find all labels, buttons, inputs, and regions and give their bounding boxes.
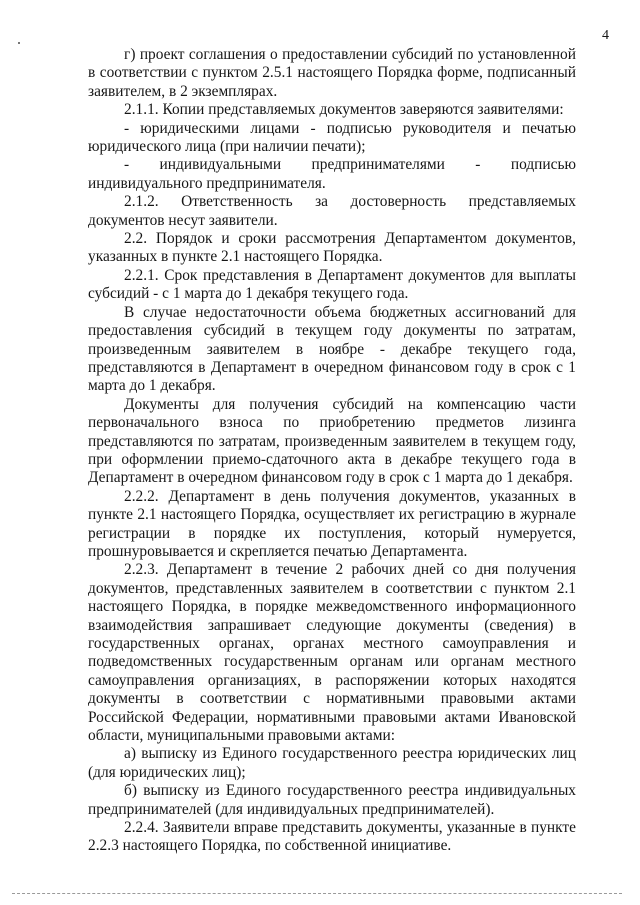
paragraph-legal-entities: - юридическими лицами - подписью руководителя и печатью юридического лица (при наличии печати); [88,119,576,156]
paragraph-a-legal-register: а) выписку из Единого государственного реестра юридических лиц (для юридических лиц); [88,745,576,781]
paragraph-2-2-2: 2.2.2. Департамент в день получения документов, указанных в пункте 2.1 настоящего Порядка, осуществляет их регистрацию в журнале регистрации в порядке их поступления, который нумеруется, прошнуровывается и скрепляется печатью Департамента. [88,487,576,560]
paragraph-2-2-1: 2.2.1. Срок представления в Департамент документов для выплаты субсидий - с 1 марта до 1 декабря текущего года. [88,266,576,303]
scan-bottom-edge [12,893,622,894]
paragraph-2-1-2: 2.1.2. Ответственность за достоверность представляемых документов несут заявители. [88,193,576,229]
dash-word: предпринимателями [311,156,445,174]
scan-artifact-dot [18,42,20,44]
paragraph-2-2-3: 2.2.3. Департамент в течение 2 рабочих дней со дня получения документов, представленных заявителем в соответствии с пунктом 2.1 настоящего Порядка, в порядке межведомственного информационного взаимодействия запрашивает следующие документы (сведения) в государственных органах, органах местного самоуправления и подведомственных государственным органам или органам местного самоуправления организациях, в распоряжении которых находятся документы в соответствии с нормативными правовыми актами Российской Федерации, нормативными правовыми актами Ивановской области, муниципальными правовыми актами: [88,561,576,745]
document-body [88,46,576,856]
dash-word: - [475,156,481,174]
dash-word: индивидуальными [159,156,282,174]
paragraph-2-2-4: 2.2.4. Заявители вправе представить документы, указанные в пункте 2.2.3 настоящего Порядка, по собственной инициативе. [88,819,576,855]
paragraph-2-2: 2.2. Порядок и сроки рассмотрения Департаментом документов, указанных в пункте 2.1 настоящего Порядка. [88,230,576,266]
dash-word: - [124,156,130,174]
paragraph-insufficient-funds: В случае недостаточности объема бюджетных ассигнований для предоставления субсидий в текущем году документы по затратам, произведенным заявителем в ноябре - декабре текущего года, представляются в Департамент в очередном финансовом году в срок с 1 марта до 1 декабря. [88,303,576,395]
paragraph-2-1-1: 2.1.1. Копии представляемых документов заверяются заявителями: [124,101,564,119]
paragraph-leasing-documents: Документы для получения субсидий на компенсацию части первоначального взноса по приобретению предметов лизинга представляются по затратам, произведенным заявителем в текущем году, при оформлении приемо-сдаточного акта в декабре текущего года в Департамент в очередном финансовом году в срок с 1 марта до 1 декабря. [88,395,576,487]
page-number: 4 [602,28,609,43]
paragraph-b-entrepreneur-register: б) выписку из Единого государственного реестра индивидуальных предпринимателей (для индивидуальных предпринимателей). [88,782,576,818]
dash-continuation: индивидуального предпринимателя. [88,174,326,192]
paragraph-individual-entrepreneurs [88,156,576,193]
dash-word: подписью [510,156,576,174]
paragraph-g-agreement: г) проект соглашения о предоставлении субсидий по установленной в соответствии с пунктом 2.5.1 настоящего Порядка форме, подписанный заявителем, в 2 экземплярах. [88,46,576,100]
